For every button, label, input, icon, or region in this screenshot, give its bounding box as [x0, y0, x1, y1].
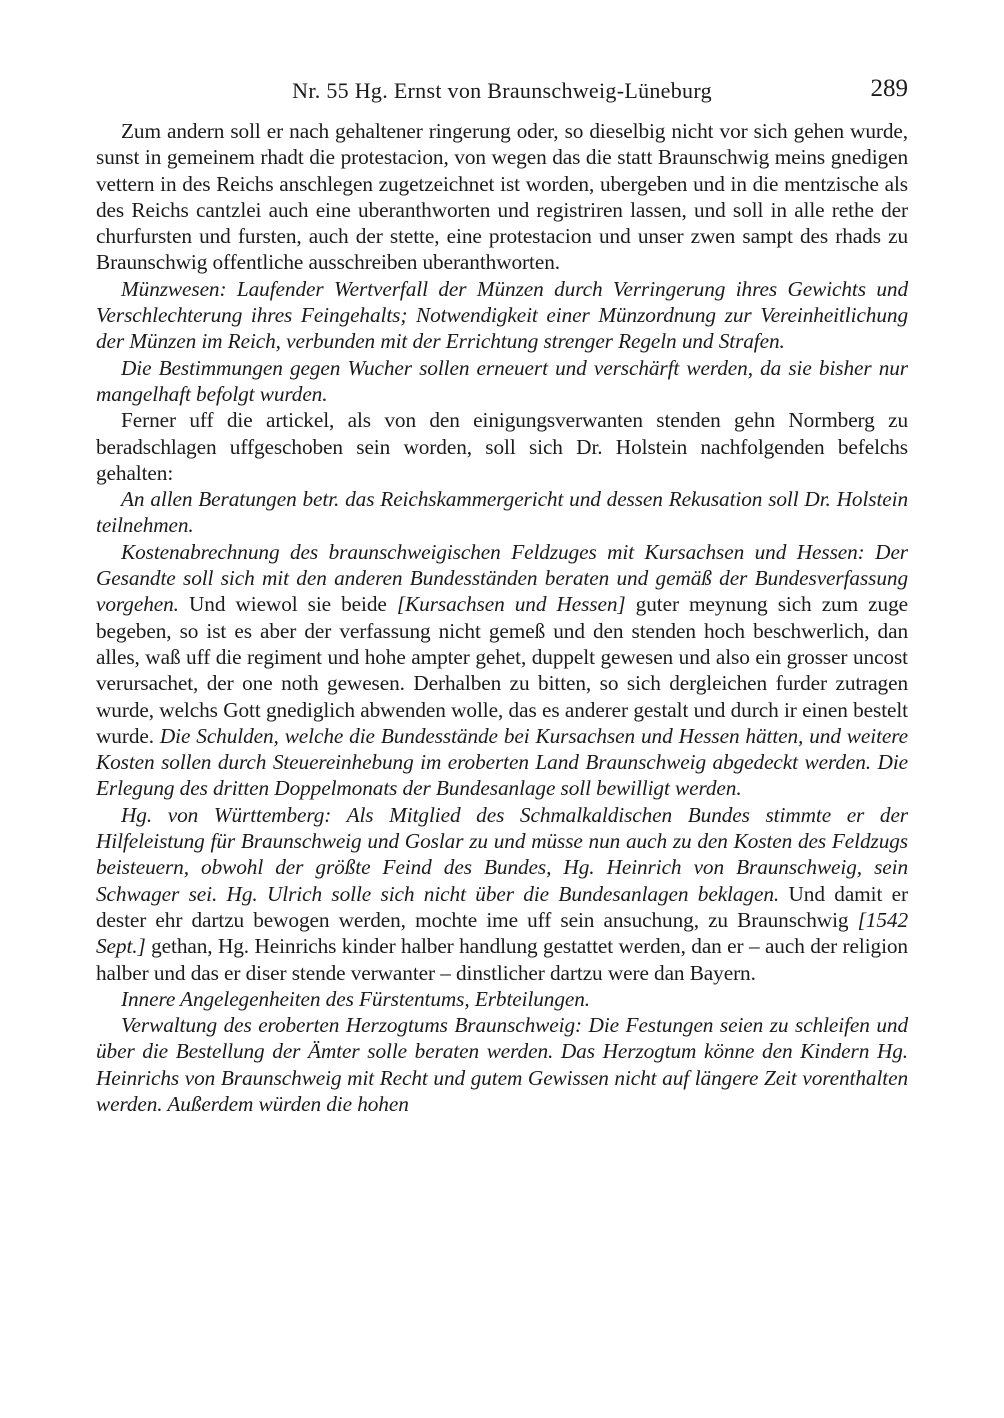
text-run-italic: Kostenabrechnung des braunschweigischen Feldzuges mit Kursachsen und Hessen: Der Gesandte soll sich mit den anderen Bundesständen beraten und gemäß der Bundesverfassung vorgehen.: [96, 539, 908, 617]
paragraph: [96, 407, 908, 486]
running-header: [96, 76, 908, 106]
running-head-title: Nr. 55 Hg. Ernst von Braunschweig-Lüneburg: [292, 78, 712, 103]
text-block: [96, 118, 908, 1117]
paragraph: [96, 118, 908, 276]
paragraph: [96, 355, 908, 408]
paragraph: [96, 539, 908, 802]
text-run-roman: Und wiewol sie beide: [188, 592, 397, 617]
text-run-italic: Hg. von Württemberg: Als Mitglied des Schmalkaldischen Bundes stimmte er der Hilfeleistung für Braunschweig und Goslar zu und müsse nun auch zu den Kosten des Feldzugs beisteuern, obwohl der größte Feind des Bundes, Hg. Heinrich von Braunschweig, sein Schwager sei. Hg. Ulrich solle sich nicht über die Bundesanlagen beklagen.: [96, 802, 908, 906]
text-run-roman: gethan, Hg. Heinrichs kinder halber handlung gestattet werden, dan er – auch der religion halber und das er diser stende verwanter – dinstlicher dartzu were dan Bayern.: [96, 934, 908, 985]
text-run-roman: Ferner uff die artickel, als von den einigungsverwanten stenden gehn Normberg zu beradschlagen uffgeschoben sein worden, soll sich Dr. Holstein nachfolgenden befelchs gehalten:: [96, 408, 908, 485]
text-run-italic: [1542 Sept.]: [96, 907, 908, 959]
text-run-roman: Und damit er dester ehr dartzu bewogen werden, mochte ime uff sein ansuchung, zu Braunschwig: [96, 881, 909, 932]
paragraph: [96, 986, 908, 1012]
text-run-italic: Die Bestimmungen gegen Wucher sollen erneuert und verschärft werden, da sie bisher nur mangelhaft befolgt wurden.: [96, 355, 908, 406]
page-number: 289: [870, 75, 908, 102]
text-run-italic: Die Schulden, welche die Bundesstände bei Kursachsen und Hessen hätten, und weitere Kosten sollen durch Steuereinhebung im eroberten Land Braunschweig abgedeckt werden. Die Erlegung des dritten Doppelmonats der Bundesanlage soll bewilligt werden.: [96, 723, 908, 801]
paragraph: [96, 486, 908, 539]
paragraph: [96, 802, 908, 986]
text-run-italic: Verwaltung des eroberten Herzogtums Braunschweig: Die Festungen seien zu schleifen und über die Bestellung der Ämter solle beraten werden. Das Herzogtum könne den Kindern Hg. Heinrichs von Braunschweig mit Recht und gutem Gewissen nicht auf längere Zeit vorenthalten werden. Außerdem würden die hohen: [96, 1013, 908, 1116]
text-run-italic: Münzwesen: Laufender Wertverfall der Münzen durch Verringerung ihres Gewichts und Verschlechterung ihres Feingehalts; Notwendigkeit einer Münzordnung zur Vereinheitlichung der Münzen im Reich, verbunden mit der Errichtung strenger Regeln und Strafen.: [96, 276, 908, 354]
text-run-italic: An allen Beratungen betr. das Reichskammergericht und dessen Rekusation soll Dr. Holstein teilnehmen.: [96, 487, 908, 538]
paragraph: [96, 276, 908, 355]
text-run-italic: Innere Angelegenheiten des Fürstentums, Erbteilungen.: [121, 986, 591, 1011]
text-run-roman: Zum andern soll er nach gehaltener ringerung oder, so dieselbig nicht vor sich gehen wurde, sunst in gemeinem rhadt die protestacion, von wegen das die statt Braunschwig meins gnedigen vettern in des Reichs anschlegen zugetzeichnet ist worden, ubergeben und in die mentzische als des Reichs cantzlei auch eine uberanthworten und registriren lassen, und soll in alle rethe der churfursten und fursten, auch der stette, eine protestacion und unser zwen sampt des rhads zu Braunschwig offentliche ausschreiben uberanthworten.: [96, 119, 908, 275]
paragraph: [96, 1012, 908, 1117]
text-run-italic: [Kursachsen und Hessen]: [396, 592, 636, 617]
text-run-roman: guter meynung sich zum zuge begeben, so ist es aber der verfassung nicht gemeß und den stenden hoch beschwerlich, dan alles, waß uff die regiment und hohe ampter gehet, duppelt gewesen und also ein grosser uncost verursachet, der one noth gewesen. Derhalben zu bitten, so sich dergleichen furder zutragen wurde, welchs Gott gnediglich abwenden wolle, das es anderer gestalt und durch ir einen bestelt wurde.: [96, 592, 908, 748]
